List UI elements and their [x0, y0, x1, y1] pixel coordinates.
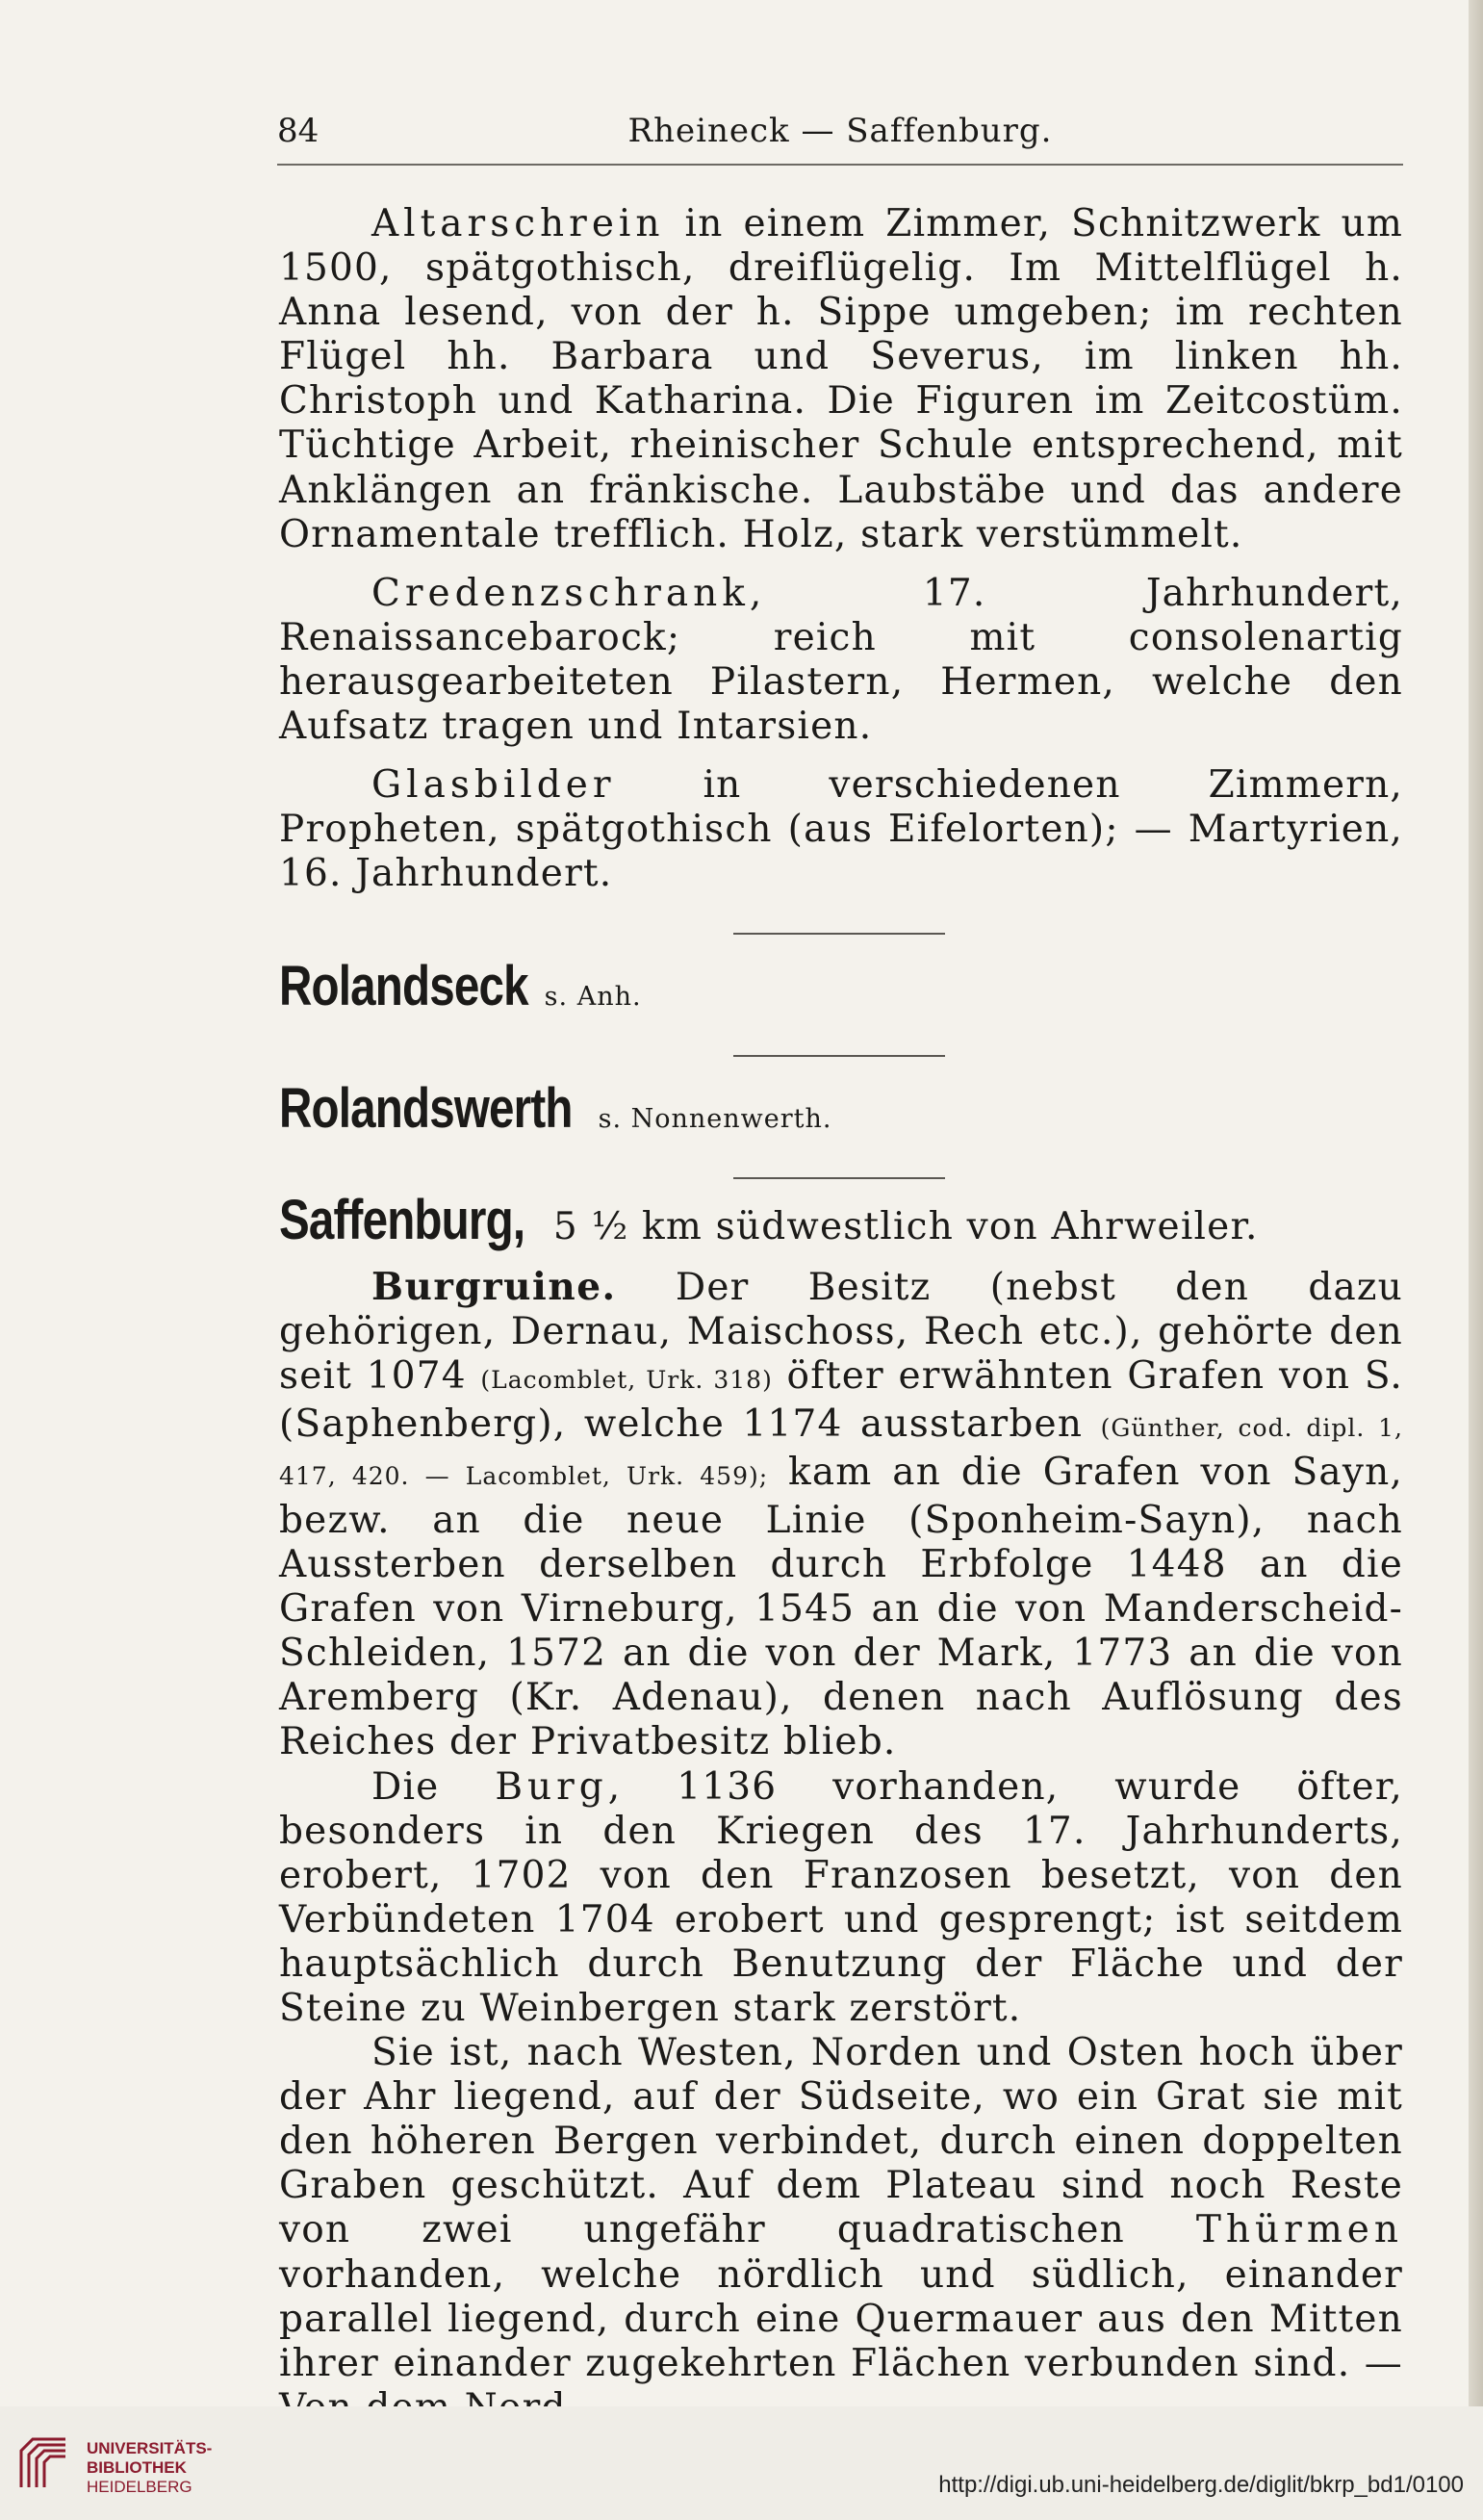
text-burgruine-a: Der Besitz (nebst den dazu gehörigen, Dernau, Maischoss, Rech etc.), gehörte den seit 1074 — [279, 1265, 1403, 1398]
text-burgruine-c: kam an die Grafen von Sayn, bezw. an die neue Linie (Sponheim-Sayn), nach Aussterben derselben durch Erbfolge 1448 an die Grafen von Virneburg, 1545 an die von Manderscheid-Schleiden, 1572 an die von der Mark, 1773 an die von Aremberg (Kr. Adenau), denen nach Auflösung des Reiches der Privatbesitz blieb. — [279, 1450, 1404, 1764]
source-url-link[interactable]: http://digi.ub.uni-heidelberg.de/diglit/bkrp_bd1/0100 — [938, 2472, 1464, 2498]
page-edge — [1469, 0, 1483, 2406]
entry-heading: Rolandswerth — [279, 1077, 573, 1141]
text-glasbilder: in verschiedenen Zimmern, Propheten, spätgothisch (aus Eifelorten); — Martyrien, 16. Jahrhundert. — [279, 763, 1403, 896]
library-name-line: HEIDELBERG — [87, 2478, 192, 2496]
entry-heading: Rolandseck — [279, 955, 528, 1018]
text-lage-b: vorhanden, welche nördlich und südlich, einander parallel liegend, durch eine Quermauer aus den Mitten ihrer einander zugekehrten Flächen verbunden sind. — — [279, 2252, 1403, 2385]
term-altarschrein: Altarschrein — [371, 202, 665, 245]
entry-saffenburg — [279, 1189, 1403, 1252]
running-title: Rheineck — Saffenburg. — [627, 112, 1053, 150]
entry-rolandswerth — [279, 1076, 1403, 1141]
label-burgruine: Burgruine. — [371, 1264, 617, 1309]
page-header — [277, 106, 1403, 166]
term-thuermen: Thürmen — [1195, 2208, 1403, 2252]
paragraph-altarschrein — [279, 202, 1403, 557]
paragraph-burg — [279, 1765, 1403, 2032]
term-glasbilder: Glasbilder — [371, 763, 616, 808]
library-name — [87, 2439, 212, 2497]
citation-lacomblet: (Lacomblet, Urk. 318) — [480, 1365, 773, 1394]
paragraph-burgruine — [279, 1265, 1403, 1765]
paragraph-glasbilder — [279, 763, 1403, 896]
entry-rolandseck — [279, 954, 1403, 1018]
paragraph-lage — [279, 2031, 1403, 2430]
separator-rule — [733, 1055, 945, 1057]
separator-rule — [733, 1177, 945, 1179]
library-logo-icon — [13, 2431, 71, 2491]
entry-heading: Saffenburg, — [279, 1189, 525, 1252]
library-name-line: BIBLIOTHEK — [87, 2458, 187, 2477]
text-burg-b: , 1136 vorhanden, wurde öfter, besonders in den Kriegen des 17. Jahrhunderts, erobert, 1702 von den Franzosen besetzt, von den Verbündeten 1704 erobert und gesprengt; ist seitdem hauptsächlich durch Benutzung der Fläche und der Steine zu Weinbergen stark zerstört. — [279, 1764, 1403, 2030]
text-credenzschrank: , 17. Jahrhundert, Renaissancebarock; reich mit consolenartig herausgearbeiteten Pilastern, Hermen, welche den Aufsatz tragen und Intarsien. — [279, 571, 1403, 749]
term-credenzschrank: Credenzschrank — [371, 571, 750, 615]
text-altarschrein: in einem Zimmer, Schnitzwerk um 1500, spätgothisch, dreiflügelig. Im Mittelflügel h. Anna lesend, von der h. Sippe umgeben; im rechten Flügel hh. Barbara und Severus, im linken hh. Christoph und Katharina. Die Figuren im Zeitcostüm. Tüchtige Arbeit, rheinischer Schule entsprechend, mit Anklängen an fränkische. Laubstäbe und das andere Ornamentale trefflich. Holz, stark verstümmelt. — [279, 202, 1403, 556]
text-burgruine-b: öfter erwähnten Grafen von S. (Saphenberg), welche 1174 ausstarben — [279, 1353, 1403, 1446]
viewer-footer — [0, 2406, 1483, 2520]
page-body — [279, 202, 1403, 2430]
library-name-line: UNIVERSITÄTS- — [87, 2439, 213, 2457]
separator-rule — [733, 933, 945, 935]
cross-reference: s. Nonnenwerth. — [598, 1104, 832, 1135]
text-burg-a: Die — [371, 1764, 496, 1809]
citation-guenther: (Günther, cod. dipl. 1, 417, 420. — Lacomblet, Urk. 459); — [279, 1413, 1403, 1490]
cross-reference: s. Anh. — [544, 982, 642, 1013]
term-burg: Burg — [495, 1764, 608, 1809]
page-number: 84 — [277, 112, 320, 150]
location-text: 5 ½ km südwestlich von Ahrweiler. — [552, 1205, 1259, 1249]
text-lage-a: Sie ist, nach Westen, Norden und Osten hoch über der Ahr liegend, auf der Südseite, wo ein Grat sie mit den höheren Bergen verbindet, durch einen doppelten Graben geschützt. Auf dem Plateau sind noch Reste von zwei ungefähr quadratischen — [279, 2031, 1403, 2252]
paragraph-credenzschrank — [279, 572, 1403, 749]
